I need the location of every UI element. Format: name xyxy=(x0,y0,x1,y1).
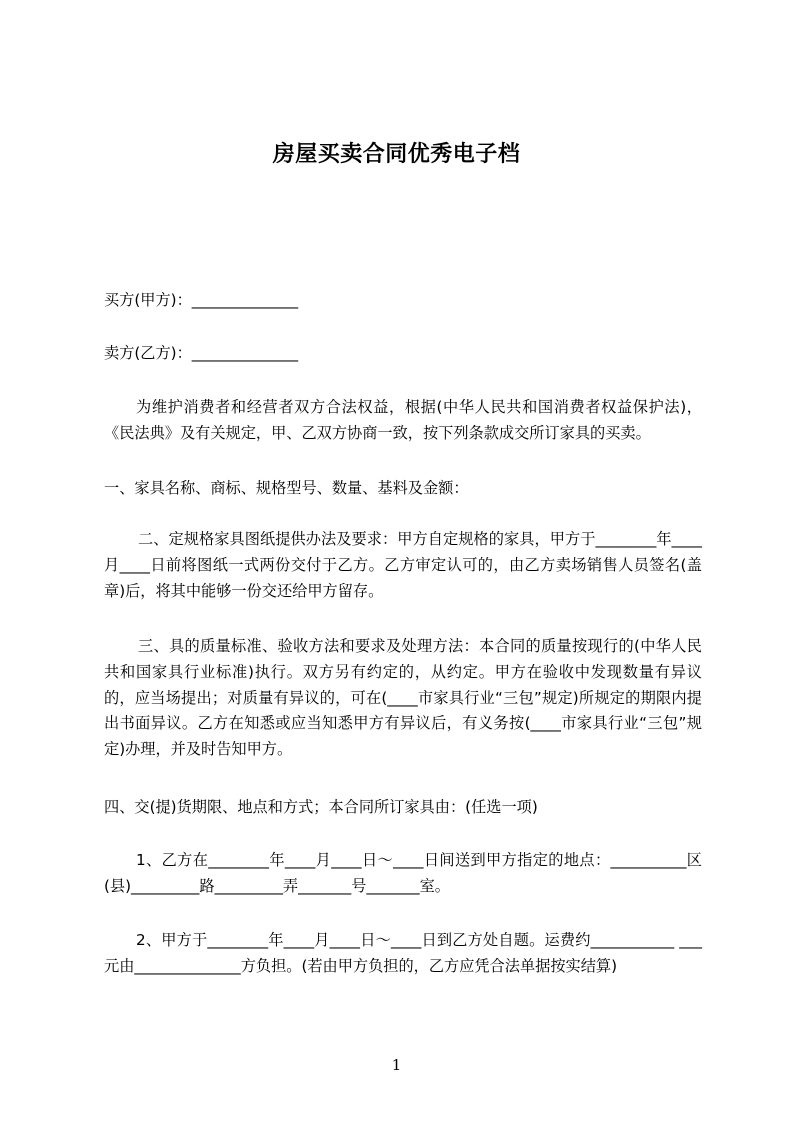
preamble-paragraph: 为维护消费者和经营者双方合法权益，根据(中华人民共和国消费者权益保护法)，《民法典》及有关规定，甲、乙双方协商一致，按下列条款成交所订家具的买卖。 xyxy=(104,398,702,442)
clause-4-option-1: 1、乙方在________年____月____日～____日间送到甲方指定的地点：__________区(县)_________路_________弄_______号_______室。 xyxy=(104,851,702,895)
clause-3-paragraph: 三、具的质量标准、验收方法和要求及处理方法：本合同的质量按现行的(中华人民共和国家具行业标准)执行。双方另有约定的，从约定。甲方在验收中发现数量有异议的，应当场提出；对质量有异议的，可在(____市家具行业“三包”规定)所规定的期限内提出书面异议。乙方在知悉或应当知悉甲方有异议后，有义务按(____市家具行业“三包”规定)办理，并及时告知甲方。 xyxy=(104,637,702,759)
clause-4-option-2: 2、甲方于________年____月____日～____日到乙方处自题。运费约___________ ___元由______________方负担。(若由甲方负担的，乙方应凭合法单据按实结算) xyxy=(104,931,702,975)
clause-2-paragraph: 二、定规格家具图纸提供办法及要求：甲方自定规格的家具，甲方于________年____月____日前将图纸一式两份交付于乙方。乙方审定认可的，由乙方卖场销售人员签名(盖章)后，将其中能够一份交还给甲方留存。 xyxy=(104,530,702,600)
page-title: 房屋买卖合同优秀电子档 xyxy=(272,142,521,167)
buyer-line: 买方(甲方)：______________ xyxy=(104,291,299,309)
clause-4-paragraph: 四、交(提)货期限、地点和方式；本合同所订家具由：(任选一项) xyxy=(104,798,538,816)
seller-line: 卖方(乙方)：______________ xyxy=(104,344,299,362)
page-number: 1 xyxy=(391,1056,402,1074)
clause-1-paragraph: 一、家具名称、商标、规格型号、数量、基料及金额： xyxy=(104,479,469,497)
